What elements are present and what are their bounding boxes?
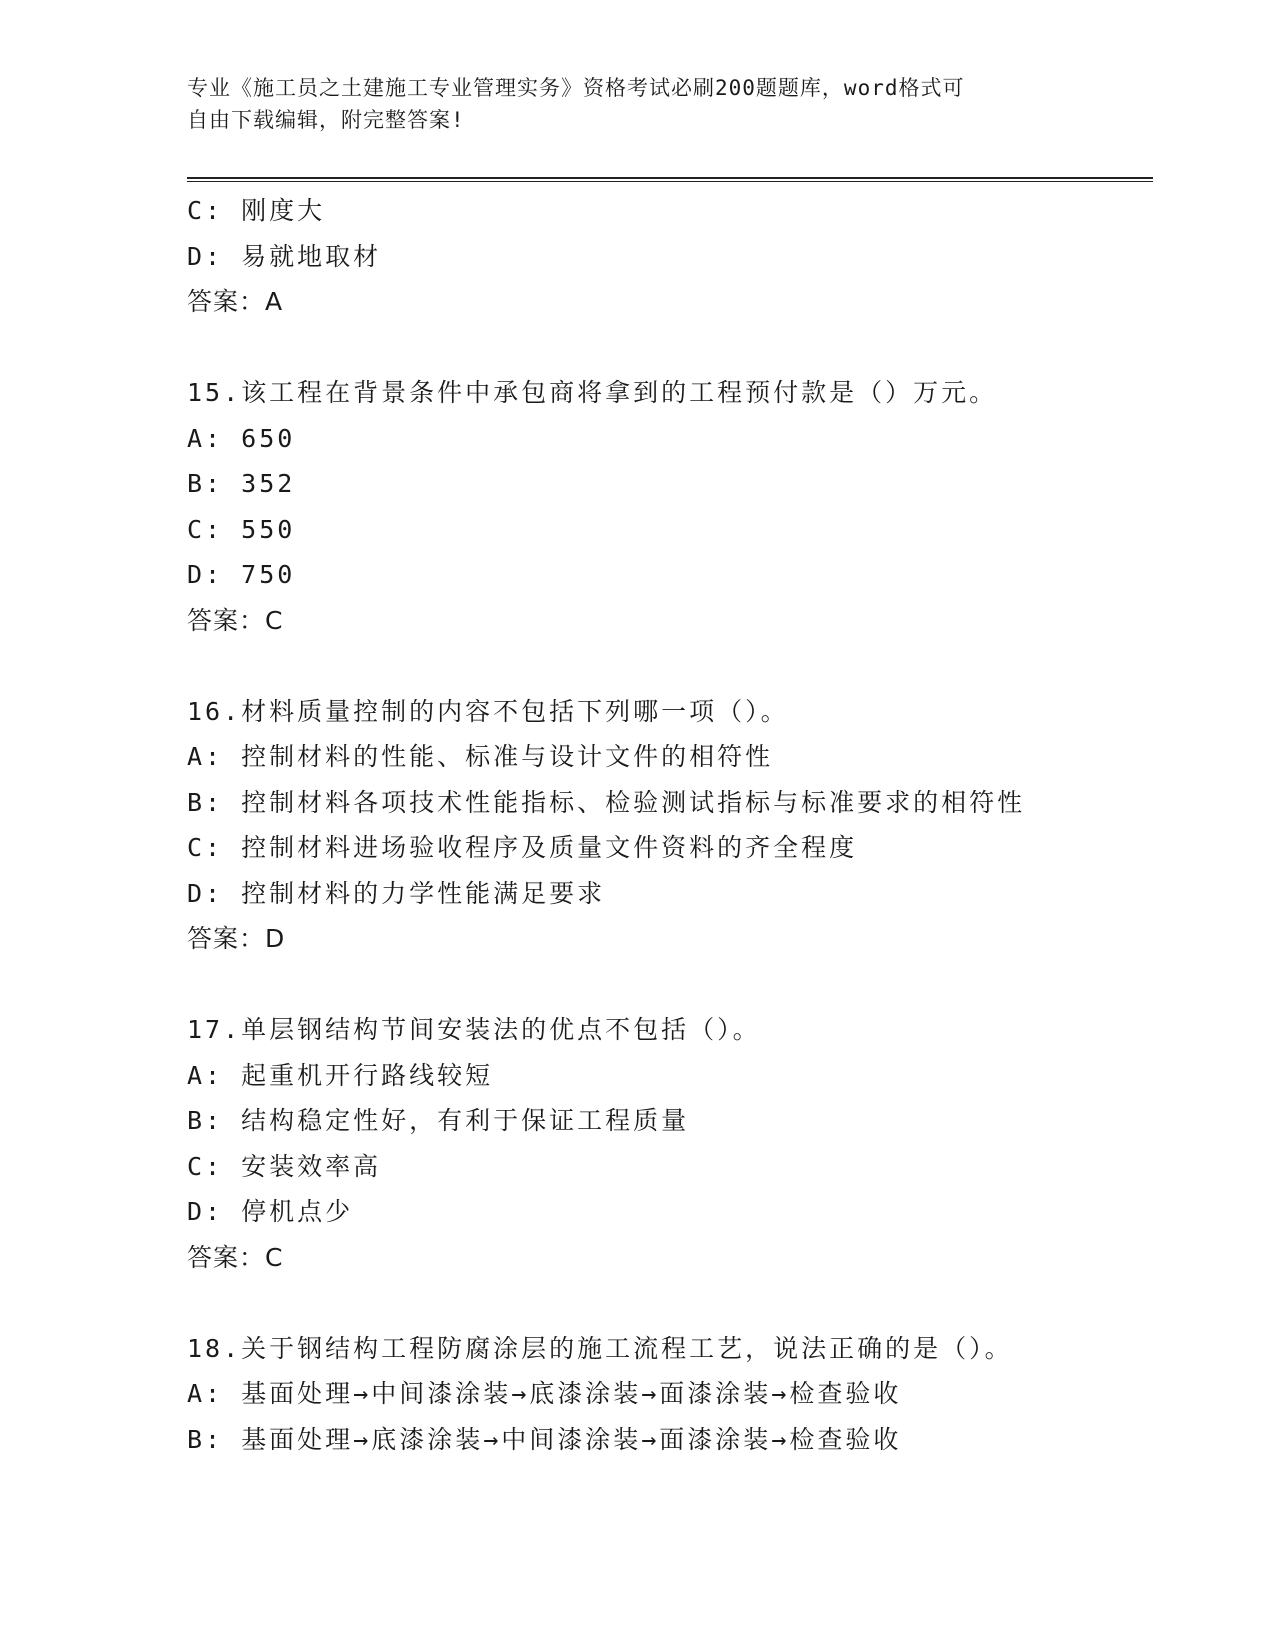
answer-line: 答案：C bbox=[187, 605, 284, 635]
option-c: C: 550 bbox=[187, 514, 296, 544]
option-c: C: 控制材料进场验收程序及质量文件资料的齐全程度 bbox=[187, 833, 858, 862]
question-stem: 15.该工程在背景条件中承包商将拿到的工程预付款是（）万元。 bbox=[187, 378, 998, 407]
option-a: A: 起重机开行路线较短 bbox=[187, 1060, 494, 1090]
option-b: B: 控制材料各项技术性能指标、检验测试指标与标准要求的相符性 bbox=[187, 787, 1026, 817]
option-c: C: 刚度大 bbox=[187, 196, 326, 225]
option-d: D: 停机点少 bbox=[187, 1197, 354, 1226]
option-d: D: 750 bbox=[187, 560, 296, 589]
option-b: B: 结构稳定性好，有利于保证工程质量 bbox=[187, 1106, 690, 1135]
spacer bbox=[187, 325, 1153, 371]
header-title-line-2: 自由下载编辑，附完整答案! bbox=[187, 108, 465, 132]
option-a: A: 基面处理→中间漆涂装→底漆涂装→面漆涂装→检查验收 bbox=[187, 1379, 902, 1408]
question-list bbox=[187, 188, 1153, 1462]
spacer bbox=[187, 962, 1153, 1008]
answer-line: 答案：D bbox=[187, 924, 286, 953]
option-d: D: 易就地取材 bbox=[187, 241, 382, 271]
option-b: B: 基面处理→底漆涂装→中间漆涂装→面漆涂装→检查验收 bbox=[187, 1424, 902, 1454]
header-divider bbox=[187, 177, 1153, 182]
header-title-line-1: 专业《施工员之土建施工专业管理实务》资格考试必刷200题题库，word格式可 bbox=[187, 76, 965, 100]
answer-line: 答案：A bbox=[187, 287, 284, 316]
document-header bbox=[187, 72, 1087, 136]
question-stem: 17.单层钢结构节间安装法的优点不包括（）。 bbox=[187, 1015, 761, 1044]
spacer bbox=[187, 643, 1153, 689]
question-stem: 16.材料质量控制的内容不包括下列哪一项（）。 bbox=[187, 696, 789, 726]
option-d: D: 控制材料的力学性能满足要求 bbox=[187, 878, 606, 908]
spacer bbox=[187, 1280, 1153, 1326]
option-a: A: 控制材料的性能、标准与设计文件的相符性 bbox=[187, 742, 774, 771]
answer-line: 答案：C bbox=[187, 1242, 284, 1272]
question-stem: 18.关于钢结构工程防腐涂层的施工流程工艺，说法正确的是（）。 bbox=[187, 1333, 1013, 1363]
option-a: A: 650 bbox=[187, 423, 296, 453]
option-b: B: 352 bbox=[187, 469, 296, 498]
option-c: C: 安装效率高 bbox=[187, 1151, 382, 1181]
